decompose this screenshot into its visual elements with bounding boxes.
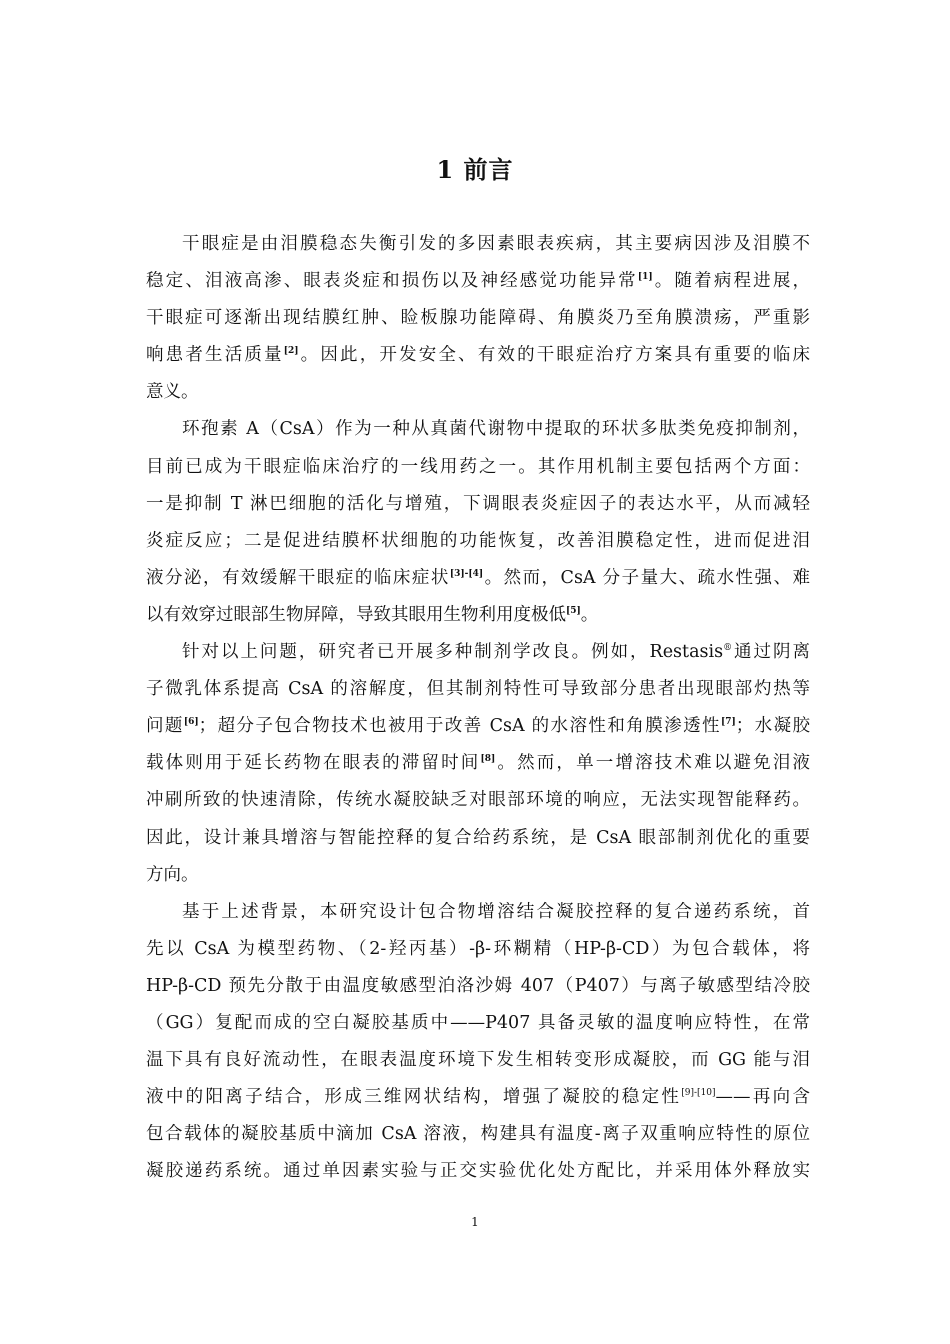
- section-title: 1 前言: [436, 155, 514, 184]
- citation: [1]: [637, 272, 653, 283]
- text-line: HP-β-CD 预先分散于由温度敏感型泊洛沙姆 407（P407）与离子敏感型结冷胶: [146, 975, 810, 996]
- text-line: 干眼症可逐渐出现结膜红肿、睑板腺功能障碍、角膜炎乃至角膜溃疡，严重影: [146, 308, 810, 329]
- text-line: （GG）复配而成的空白凝胶基质中——P407 具备灵敏的温度响应特性，在常: [146, 1012, 810, 1033]
- text-line: 意义。: [146, 382, 199, 403]
- citation: [8]: [480, 754, 496, 765]
- text-line: 炎症反应；二是促进结膜杯状细胞的功能恢复，改善泪膜稳定性，进而促进泪: [146, 530, 810, 551]
- text-line: 子微乳体系提高 CsA 的溶解度，但其制剂特性可导致部分患者出现眼部灼热等: [146, 679, 810, 700]
- registered-mark: ®: [723, 643, 733, 654]
- text-line: 响患者生活质量[2]。因此，开发安全、有效的干眼症治疗方案具有重要的临床: [146, 345, 811, 366]
- text-line: 方向。: [146, 864, 199, 885]
- text-line: 温下具有良好流动性，在眼表温度环境下发生相转变形成凝胶，而 GG 能与泪: [146, 1050, 810, 1071]
- text-line: 以有效穿过眼部生物屏障，导致其眼用生物利用度极低[5]。: [146, 604, 599, 625]
- text-line: 先以 CsA 为模型药物、（2-羟丙基）-β-环糊精（HP-β-CD）为包合载体，将: [146, 938, 810, 959]
- text-line: 稳定、泪液高渗、眼表炎症和损伤以及神经感觉功能异常[1]。随着病程进展，: [146, 271, 811, 292]
- text-line: 干眼症是由泪膜稳态失衡引发的多因素眼表疾病，其主要病因涉及泪膜不: [182, 234, 810, 254]
- citation: [7]: [720, 717, 736, 728]
- text-line: 针对以上问题，研究者已开展多种制剂学改良。例如，Restasis®通过阴离: [182, 642, 810, 663]
- text-line: 凝胶递药系统。通过单因素实验与正交实验优化处方配比，并采用体外释放实: [146, 1161, 810, 1182]
- citation: [3]-[4]: [449, 569, 484, 580]
- text-line: 基于上述背景，本研究设计包合物增溶结合凝胶控释的复合递药系统，首: [182, 901, 810, 922]
- text-line: 环孢素 A（CsA）作为一种从真菌代谢物中提取的环状多肽类免疫抑制剂，: [182, 419, 810, 440]
- citation: [6]: [183, 717, 199, 728]
- text-line: 包合载体的凝胶基质中滴加 CsA 溶液，构建具有温度-离子双重响应特性的原位: [146, 1124, 810, 1145]
- text-line: 液分泌，有效缓解干眼症的临床症状[3]-[4]。然而，CsA 分子量大、疏水性强、难: [146, 567, 810, 588]
- text-line: 载体则用于延长药物在眼表的滞留时间[8]。然而，单一增溶技术难以避免泪液: [146, 753, 811, 774]
- text-line: 一是抑制 T 淋巴细胞的活化与增殖，下调眼表炎症因子的表达水平，从而减轻: [146, 493, 810, 514]
- text-line: 目前已成为干眼症临床治疗的一线用药之一。其作用机制主要包括两个方面：: [146, 456, 810, 477]
- citation: [9]-[10]: [681, 1088, 716, 1099]
- page-number: 1: [471, 1215, 479, 1229]
- citation: [2]: [283, 346, 299, 357]
- text-line: 冲刷所致的快速清除，传统水凝胶缺乏对眼部环境的响应，无法实现智能释药。: [146, 790, 810, 811]
- body-text: [146, 226, 810, 1190]
- text-line: 因此，设计兼具增溶与智能控释的复合给药系统，是 CsA 眼部制剂优化的重要: [146, 827, 810, 848]
- citation: [5]: [566, 606, 581, 617]
- text-line: 液中的阳离子结合，形成三维网状结构，增强了凝胶的稳定性[9]-[10]——再向含: [146, 1087, 811, 1108]
- text-line: 问题[6]；超分子包合物技术也被用于改善 CsA 的水溶性和角膜渗透性[7]；水凝胶: [146, 716, 811, 737]
